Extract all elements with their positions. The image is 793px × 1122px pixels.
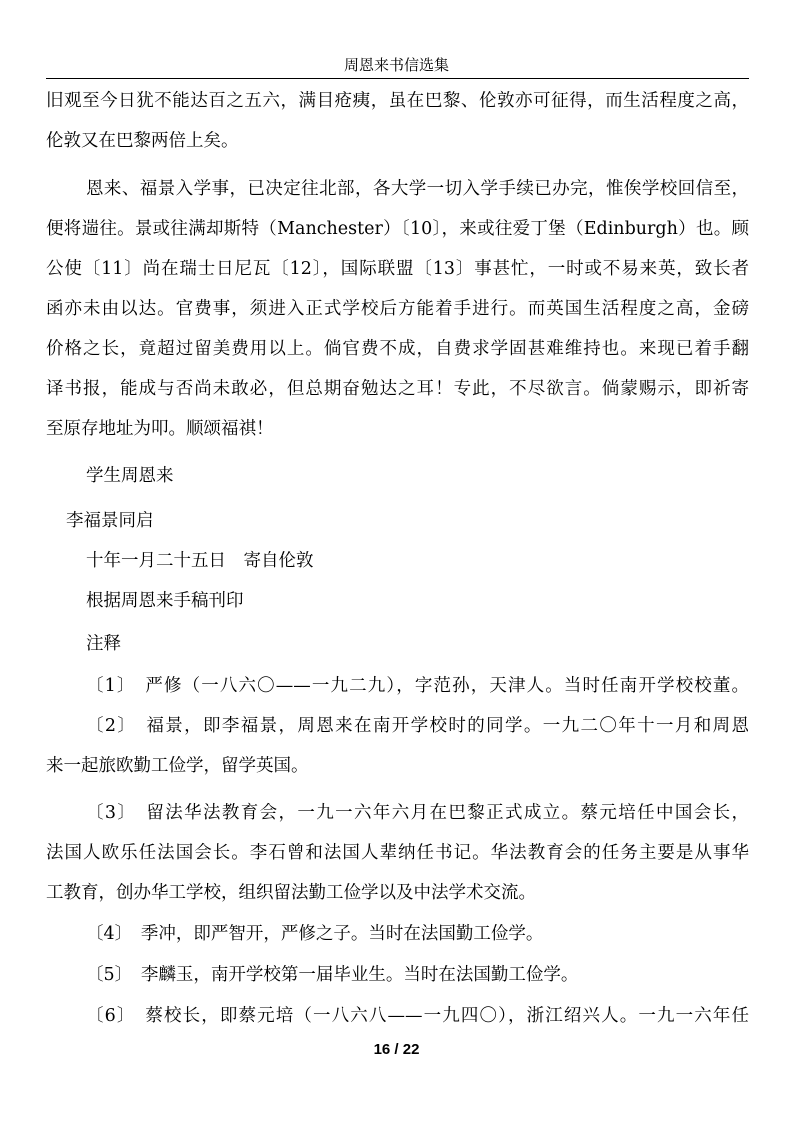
page-header-title: 周恩来书信选集 (343, 56, 449, 74)
text-line: 至原存地址为叩。顺颂福祺！ (46, 419, 274, 439)
signature-line: 李福景同启 (66, 511, 154, 531)
note-line: 工教育，创办华工学校，组织留法勤工俭学以及中法学术交流。 (46, 883, 536, 903)
note-line: 〔2〕 福景，即李福景，周恩来在南开学校时的同学。一九二〇年十一月和周恩 (86, 716, 749, 736)
text-line: 价格之长，竟超过留美费用以上。倘官费不成，自费求学固甚难维持也。来现已着手翻 (46, 339, 749, 359)
note-line: 法国人欧乐任法国会长。李石曾和法国人辈纳任书记。华法教育会的任务主要是从事华 (46, 843, 749, 863)
date-line: 十年一月二十五日 寄自伦敦 (86, 551, 314, 571)
source-line: 根据周恩来手稿刊印 (86, 591, 244, 611)
text-line: 便将遄往。景或往满却斯特（Manchester）〔10〕，来或往爱丁堡（Edinburgh）也。顾 (46, 219, 749, 239)
note-line: 〔1〕 严修（一八六〇——一九二九），字范孙，天津人。当时任南开学校校董。 (86, 676, 749, 696)
text-line: 旧观至今日犹不能达百之五六，满目疮痍，虽在巴黎、伦敦亦可征得，而生活程度之高， (46, 91, 749, 111)
text-line: 函亦未由以达。官费事，须进入正式学校后方能着手进行。而英国生活程度之高，金磅 (46, 299, 749, 319)
text-line: 公使〔11〕尚在瑞士日尼瓦〔12〕，国际联盟〔13〕事甚忙，一时或不易来英，致长者 (46, 259, 749, 279)
text-line: 恩来、福景入学事，已决定往北部，各大学一切入学手续已办完，惟俟学校回信至， (86, 179, 749, 199)
text-line: 伦敦又在巴黎两倍上矣。 (46, 131, 239, 151)
text-line: 译书报，能成与否尚未敢必，但总期奋勉达之耳！专此，不尽欲言。倘蒙赐示，即祈寄 (46, 379, 749, 399)
note-line: 〔6〕 蔡校长，即蔡元培（一八六八——一九四〇），浙江绍兴人。一九一六年任 (86, 1006, 749, 1026)
note-line: 〔4〕 季冲，即严智开，严修之子。当时在法国勤工俭学。 (86, 924, 544, 944)
note-line: 来一起旅欧勤工俭学，留学英国。 (46, 756, 309, 776)
header-rule (46, 78, 749, 79)
page-number: 16 / 22 (373, 1041, 420, 1058)
note-line: 〔5〕 李麟玉，南开学校第一届毕业生。当时在法国勤工俭学。 (86, 965, 579, 985)
notes-heading: 注释 (86, 634, 121, 654)
note-line: 〔3〕 留法华法教育会，一九一六年六月在巴黎正式成立。蔡元培任中国会长， (86, 803, 749, 823)
signature-line: 学生周恩来 (86, 466, 174, 486)
